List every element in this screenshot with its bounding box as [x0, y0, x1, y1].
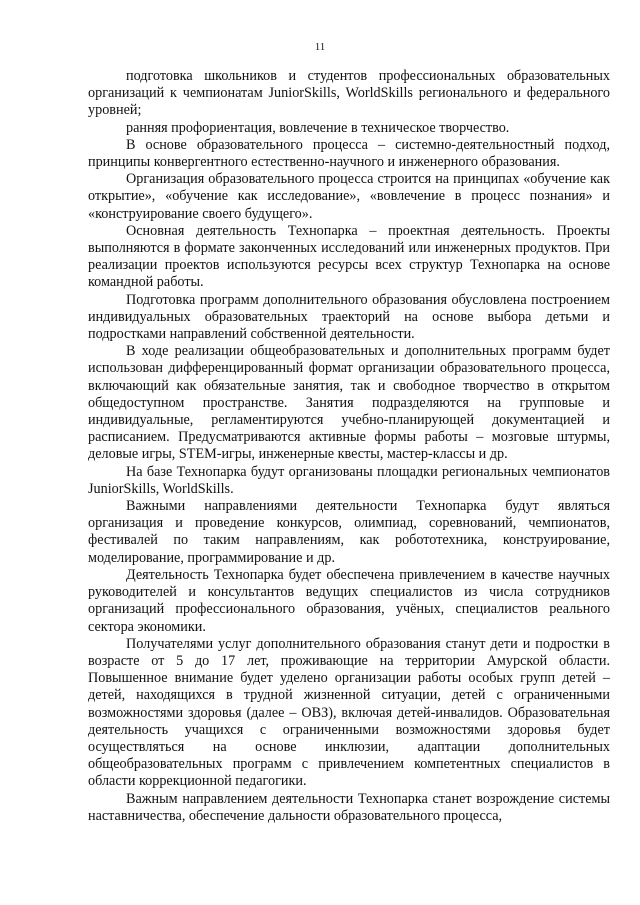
paragraph: ранняя профориентация, вовлечение в техническое творчество. — [126, 119, 510, 136]
paragraph: На базе Технопарка будут организованы площадки региональных чемпионатов JuniorSkills, WorldSkills. — [88, 463, 610, 497]
paragraph: В ходе реализации общеобразовательных и дополнительных программ будет использован дифференцированный формат организации образовательного процесса, включающий как обязательные занятия, так и свободное творчество в открытом общедоступном пространстве. Занятия подразделяются на групповые и индивидуальные, регламентируются учебно-планирующей документацией и расписанием. Предусматриваются активные формы работы – мозговые штурмы, деловые игры, STEM-игры, инженерные квесты, мастер-классы и др. — [88, 343, 610, 463]
paragraph: Важным направлением деятельности Технопарка станет возрождение системы наставничества, обеспечение дальности образовательного процесса, — [88, 790, 610, 824]
paragraph: Получателями услуг дополнительного образования станут дети и подростки в возрасте от 5 до 17 лет, проживающие на территории Амурской области. Повышенное внимание будет уделено организации работы особых групп детей – детей, находящихся в трудной жизненной ситуации, детей с ограниченными возможностями здоровья (далее – ОВЗ), включая детей-инвалидов. Образовательная деятельность учащихся с ограниченными возможностями здоровья будет осуществляться на основе инклюзии, адаптации дополнительных общеобразовательных программ с привлечением компетентных специалистов в области коррекционной педагогики. — [88, 635, 610, 790]
paragraph: Важными направлениями деятельности Технопарка будут являться организация и проведение конкурсов, олимпиад, соревнований, чемпионатов, фестивалей по таким направлениям, как робототехника, конструирование, моделирование, программирование и др. — [88, 498, 610, 566]
paragraph: Подготовка программ дополнительного образования обусловлена построением индивидуальных образовательных траекторий на основе выбора детьми и подростками направлений собственной деятельности. — [88, 291, 610, 343]
paragraph: Деятельность Технопарка будет обеспечена привлечением в качестве научных руководителей и консультантов ведущих специалистов из числа сотрудников организаций профессионального образования, учёных, специалистов реального сектора экономики. — [88, 566, 610, 635]
paragraph: Основная деятельность Технопарка – проектная деятельность. Проекты выполняются в формате законченных исследований или инженерных продуктов. При реализации проектов используются ресурсы всех структур Технопарка на основе командной работы. — [88, 222, 610, 291]
paragraph: Организация образовательного процесса строится на принципах «обучение как открытие», «обучение как исследование», «вовлечение в процесс познания» и «конструирование своего будущего». — [88, 171, 610, 222]
paragraph: В основе образовательного процесса – системно-деятельностный подход, принципы конвергентного естественно-научного и инженерного образования. — [88, 136, 610, 171]
body-text — [88, 68, 610, 825]
paragraph: подготовка школьников и студентов профессиональных образовательных организаций к чемпионатам JuniorSkills, WorldSkills регионального и федерального уровней; — [88, 68, 610, 119]
page-number: 11 — [314, 41, 326, 53]
